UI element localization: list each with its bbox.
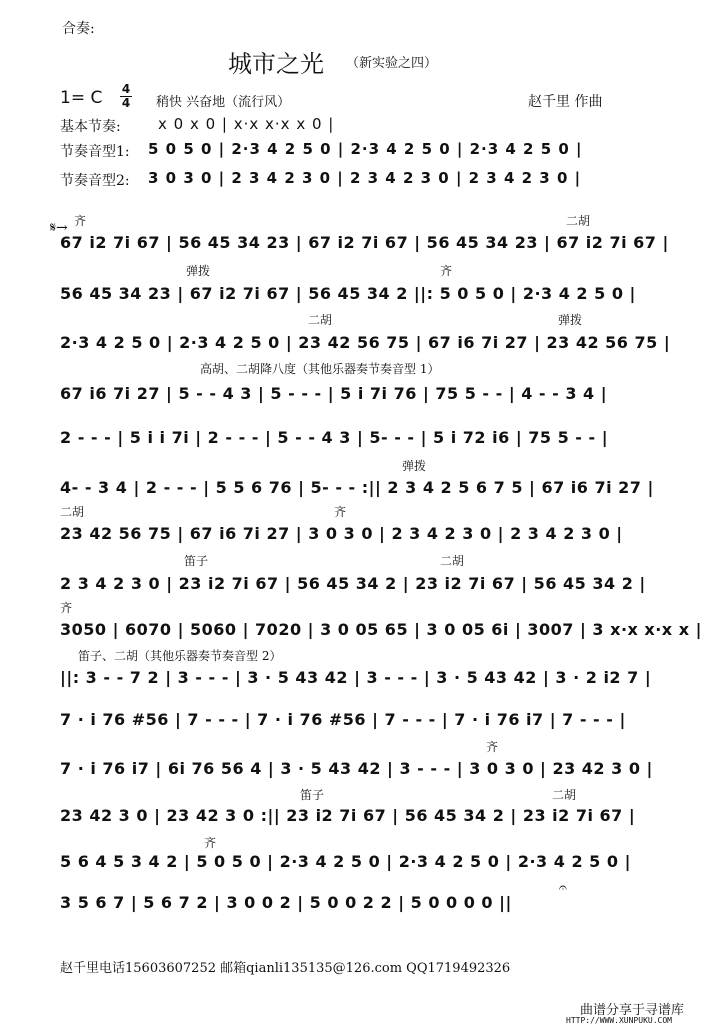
orchestration-note: 高胡、二胡降八度（其他乐器奏节奏音型 1） xyxy=(200,362,440,376)
watermark-title: 曲谱分享于寻谱库 xyxy=(580,1003,685,1018)
instrument-tutti: 齐 xyxy=(334,505,347,519)
instrument-tutti: 齐 xyxy=(204,836,217,850)
score-line-5: 2 - - - | 5 i i 7i | 2 - - - | 5 - - 4 3 | 5- - - | 5 i 72 i6 | 75 5 - - | xyxy=(60,428,609,447)
score-line-7: 23 42 56 75 | 67 i6 7i 27 | 3 0 3 0 | 2 3 4 2 3 0 | 2 3 4 2 3 0 | xyxy=(60,524,623,543)
instrument-tutti: 齐 xyxy=(60,601,73,615)
segno-sign: 𝄋→ xyxy=(50,220,68,236)
rhythm-type2-line: 3 0 3 0 | 2 3 4 2 3 0 | 2 3 4 2 3 0 | 2 3 4 2 3 0 | xyxy=(148,169,582,187)
composer-credit: 赵千里 作曲 xyxy=(528,94,603,110)
key-signature: 1= C xyxy=(60,88,103,108)
score-line-8: 2 3 4 2 3 0 | 23 i2 7i 67 | 56 45 34 2 | 23 i2 7i 67 | 56 45 34 2 | xyxy=(60,574,646,593)
score-line-12: 7 · i 76 i7 | 6i 76 56 4 | 3 · 5 43 42 | 3 - - - | 3 0 3 0 | 23 42 3 0 | xyxy=(60,759,653,778)
instrument-tutti: 齐 xyxy=(74,214,87,228)
instrument-erhu: 二胡 xyxy=(440,554,465,568)
score-line-13: 23 42 3 0 | 23 42 3 0 :|| 23 i2 7i 67 | 56 45 34 2 | 23 i2 7i 67 | xyxy=(60,806,636,825)
instrument-tutti: 齐 xyxy=(440,264,453,278)
score-line-1: 67 i2 7i 67 | 56 45 34 23 | 67 i2 7i 67 | 56 45 34 23 | 67 i2 7i 67 | xyxy=(60,233,669,252)
instrument-tanbo: 弹拨 xyxy=(558,313,583,327)
score-line-4: 67 i6 7i 27 | 5 - - 4 3 | 5 - - - | 5 i 7i 76 | 75 5 - - | 4 - - 3 4 | xyxy=(60,384,608,403)
instrument-tutti: 齐 xyxy=(486,740,499,754)
song-title: 城市之光 xyxy=(228,50,324,78)
contact-info: 赵千里电话15603607252 邮箱qianli135135@126.com QQ1719492326 xyxy=(60,961,511,976)
instrument-dizi: 笛子 xyxy=(300,788,325,802)
tempo-marking: 稍快 兴奋地（流行风） xyxy=(156,95,291,110)
song-subtitle: （新实验之四） xyxy=(346,56,438,71)
basic-rhythm-line: x 0 x 0 | x·x x·x x 0 | xyxy=(158,115,335,133)
orchestration-note: 笛子、二胡（其他乐器奏节奏音型 2） xyxy=(78,649,282,663)
rhythm-type2-label: 节奏音型2: xyxy=(60,173,130,189)
watermark-url: HTTP://WWW.XUNPUKU.COM xyxy=(566,1016,672,1025)
rhythm-type1-label: 节奏音型1: xyxy=(60,144,130,160)
score-line-9: 3050 | 6070 | 5060 | 7020 | 3 0 05 65 | 3 0 05 6i | 3007 | 3 x·x x·x x | xyxy=(60,620,702,639)
instrument-erhu: 二胡 xyxy=(566,214,591,228)
score-line-10: ||: 3 - - 7 2 | 3 - - - | 3 · 5 43 42 | 3 - - - | 3 · 5 43 42 | 3 · 2 i2 7 | xyxy=(60,668,652,687)
time-signature xyxy=(120,84,132,109)
basic-rhythm-label: 基本节奏: xyxy=(60,119,121,135)
instrument-erhu: 二胡 xyxy=(60,505,85,519)
score-line-2: 56 45 34 23 | 67 i2 7i 67 | 56 45 34 2 ||: 5 0 5 0 | 2·3 4 2 5 0 | xyxy=(60,284,636,303)
rhythm-type1-line: 5 0 5 0 | 2·3 4 2 5 0 | 2·3 4 2 5 0 | 2·3 4 2 5 0 | xyxy=(148,140,583,158)
instrument-erhu: 二胡 xyxy=(308,313,333,327)
instrument-tanbo: 弹拨 xyxy=(186,264,211,278)
fermata-icon: 𝄐 xyxy=(559,880,567,896)
score-line-6: 4- - 3 4 | 2 - - - | 5 5 6 76 | 5- - - :|| 2 3 4 2 5 6 7 5 | 67 i6 7i 27 | xyxy=(60,478,654,497)
time-signature-bottom: 4 xyxy=(121,96,131,110)
instrument-tanbo: 弹拨 xyxy=(402,459,427,473)
instrument-erhu: 二胡 xyxy=(552,788,577,802)
time-signature-top: 4 xyxy=(121,82,131,96)
score-line-14: 5 6 4 5 3 4 2 | 5 0 5 0 | 2·3 4 2 5 0 | 2·3 4 2 5 0 | 2·3 4 2 5 0 | xyxy=(60,852,631,871)
score-line-15: 3 5 6 7 | 5 6 7 2 | 3 0 0 2 | 5 0 0 2 2 | 5 0 0 0 0 || xyxy=(60,893,512,912)
instrument-dizi: 笛子 xyxy=(184,554,209,568)
score-line-11: 7 · i 76 #56 | 7 - - - | 7 · i 76 #56 | 7 - - - | 7 · i 76 i7 | 7 - - - | xyxy=(60,710,626,729)
score-line-3: 2·3 4 2 5 0 | 2·3 4 2 5 0 | 23 42 56 75 | 67 i6 7i 27 | 23 42 56 75 | xyxy=(60,333,671,352)
ensemble-label: 合奏: xyxy=(62,21,95,37)
